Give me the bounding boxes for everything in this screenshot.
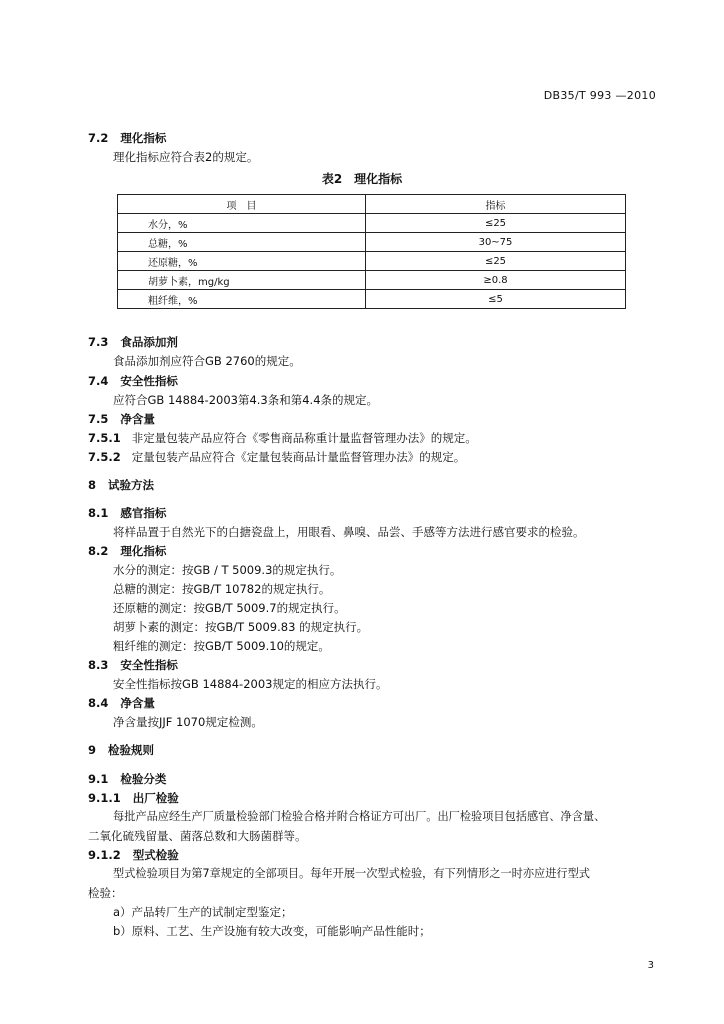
heading-8-3 xyxy=(88,657,178,673)
heading-8-2 xyxy=(88,543,166,559)
section-title: 食品添加剂 xyxy=(120,335,178,349)
list-item-b: b）原料、工艺、生产设施有较大改变，可能影响产品性能时； xyxy=(113,924,431,938)
row-value: ≤25 xyxy=(366,214,626,233)
section-title: 净含量 xyxy=(120,696,155,710)
section-number: 9.1.1 xyxy=(88,791,121,805)
paragraph-8-3: 安全性指标按GB 14884-2003规定的相应方法执行。 xyxy=(113,677,388,691)
table-row xyxy=(118,290,626,309)
table-header-row xyxy=(118,195,626,214)
heading-7-5 xyxy=(88,411,155,427)
section-number: 7.5.1 xyxy=(88,431,121,445)
section-number: 8 xyxy=(88,478,97,492)
paragraph-9-1-2-line2: 检验： xyxy=(88,886,123,900)
paragraph-8-2-line: 胡萝卜素的测定：按GB/T 5009.83 的规定执行。 xyxy=(113,620,369,634)
paragraph-7-2: 理化指标应符合表2的规定。 xyxy=(113,150,259,164)
spec-table xyxy=(117,194,626,309)
heading-9-1-1 xyxy=(88,790,179,806)
section-number: 8.2 xyxy=(88,544,109,558)
header-value: 指标 xyxy=(366,195,626,214)
heading-7-2 xyxy=(88,130,166,146)
paragraph-9-1-1-line2: 二氧化硫残留量、菌落总数和大肠菌群等。 xyxy=(88,829,307,843)
section-title: 试验方法 xyxy=(108,478,155,492)
table-row xyxy=(118,233,626,252)
paragraph-7-5-1 xyxy=(88,430,477,446)
section-title: 型式检验 xyxy=(132,848,179,862)
section-number: 7.2 xyxy=(88,131,109,145)
paragraph-8-1: 将样品置于自然光下的白搪瓷盘上，用眼看、鼻嗅、品尝、手感等方法进行感官要求的检验。 xyxy=(113,525,585,539)
row-item: 总糖，% xyxy=(118,233,366,252)
header-item: 项 目 xyxy=(118,195,366,214)
heading-9 xyxy=(88,742,154,758)
section-number: 9 xyxy=(88,743,97,757)
row-item: 水分，% xyxy=(118,214,366,233)
heading-7-4 xyxy=(88,373,178,389)
section-number: 8.4 xyxy=(88,696,109,710)
list-item-a: a）产品转厂生产的试制定型鉴定； xyxy=(113,905,293,919)
page-number: 3 xyxy=(647,960,654,971)
standard-code: DB35/T 993 —2010 xyxy=(543,89,656,102)
section-title: 理化指标 xyxy=(120,544,167,558)
section-text: 非定量包装产品应符合《零售商品称重计量监督管理办法》的规定。 xyxy=(131,431,477,445)
section-title: 安全性指标 xyxy=(120,374,178,388)
section-number: 8.1 xyxy=(88,506,109,520)
section-number: 8.3 xyxy=(88,658,109,672)
section-number: 7.3 xyxy=(88,335,109,349)
section-title: 出厂检验 xyxy=(132,791,179,805)
section-number: 7.5.2 xyxy=(88,450,121,464)
section-title: 理化指标 xyxy=(120,131,167,145)
section-number: 9.1.2 xyxy=(88,848,121,862)
section-text: 定量包装产品应符合《定量包装商品计量监督管理办法》的规定。 xyxy=(131,450,466,464)
section-number: 7.4 xyxy=(88,374,109,388)
paragraph-8-2-line: 总糖的测定：按GB/T 10782的规定执行。 xyxy=(113,582,331,596)
table-row xyxy=(118,214,626,233)
heading-8-4 xyxy=(88,695,155,711)
paragraph-7-4: 应符合GB 14884-2003第4.3条和第4.4条的规定。 xyxy=(113,393,379,407)
heading-9-1 xyxy=(88,771,166,787)
row-item: 胡萝卜素，mg/kg xyxy=(118,271,366,290)
row-item: 还原糖，% xyxy=(118,252,366,271)
paragraph-8-4: 净含量按JJF 1070规定检测。 xyxy=(113,715,263,729)
row-value: ≥0.8 xyxy=(366,271,626,290)
heading-7-3 xyxy=(88,334,178,350)
table-caption: 表2 理化指标 xyxy=(321,172,403,186)
table-row xyxy=(118,271,626,290)
section-title: 感官指标 xyxy=(120,506,167,520)
paragraph-7-3: 食品添加剂应符合GB 2760的规定。 xyxy=(113,354,301,368)
row-value: ≤25 xyxy=(366,252,626,271)
table-row xyxy=(118,252,626,271)
row-item: 粗纤维，% xyxy=(118,290,366,309)
section-title: 安全性指标 xyxy=(120,658,178,672)
section-number: 9.1 xyxy=(88,772,109,786)
section-title: 净含量 xyxy=(120,412,155,426)
heading-8-1 xyxy=(88,505,166,521)
row-value: ≤5 xyxy=(366,290,626,309)
paragraph-9-1-2-line1: 型式检验项目为第7章规定的全部项目。每年开展一次型式检验，有下列情形之一时亦应进行型式 xyxy=(113,867,590,880)
row-value: 30~75 xyxy=(366,233,626,252)
section-title: 检验分类 xyxy=(120,772,167,786)
paragraph-9-1-1-line1: 每批产品应经生产厂质量检验部门检验合格并附合格证方可出厂。出厂检验项目包括感官、净含量、 xyxy=(113,810,606,823)
paragraph-8-2-line: 粗纤维的测定：按GB/T 5009.10的规定。 xyxy=(113,639,330,653)
paragraph-8-2-line: 水分的测定：按GB / T 5009.3的规定执行。 xyxy=(113,563,342,577)
section-number: 7.5 xyxy=(88,412,109,426)
section-title: 检验规则 xyxy=(108,743,155,757)
paragraph-8-2-line: 还原糖的测定：按GB/T 5009.7的规定执行。 xyxy=(113,601,346,615)
heading-8 xyxy=(88,477,154,493)
paragraph-7-5-2 xyxy=(88,449,465,465)
heading-9-1-2 xyxy=(88,847,179,863)
